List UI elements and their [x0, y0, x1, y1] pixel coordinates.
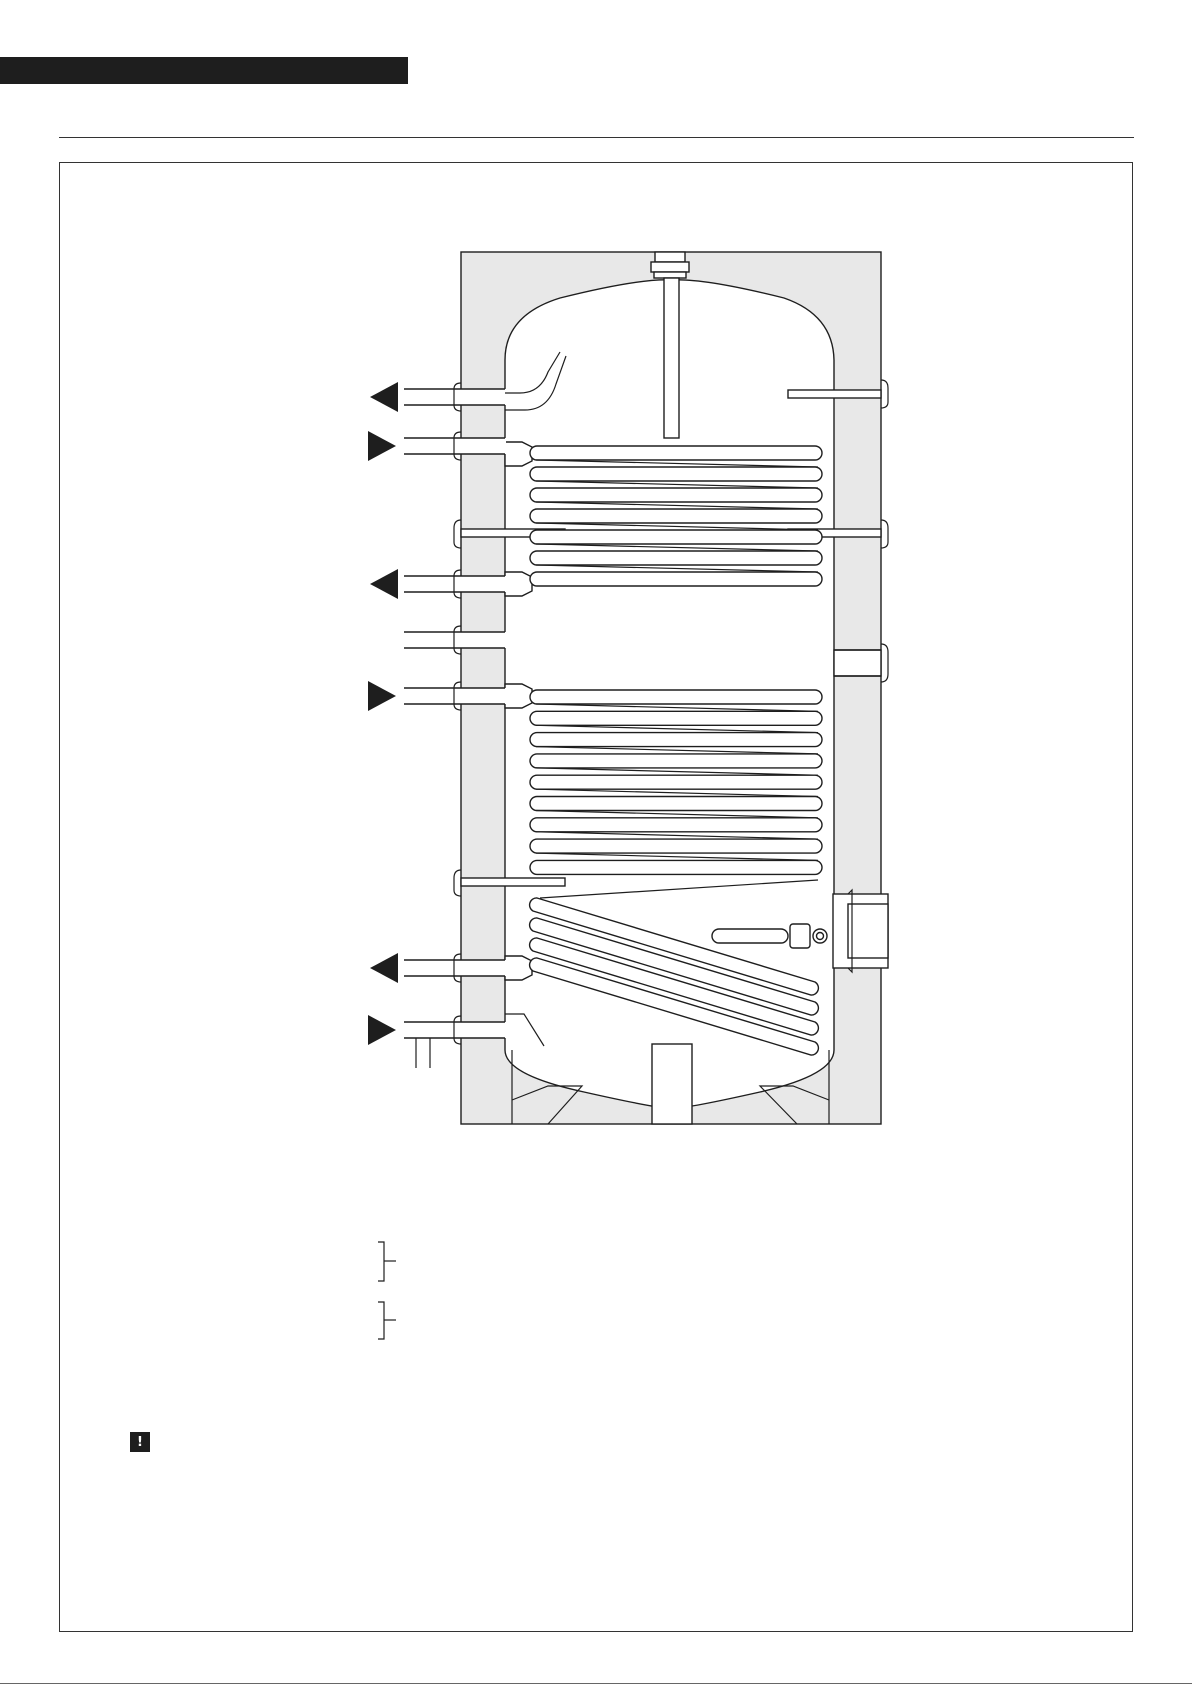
- arrow-hot-water-outlet-icon: [370, 382, 398, 412]
- arrow-upper-coil-return-icon: [370, 569, 398, 599]
- lower-heating-coil-turn: [530, 797, 822, 811]
- lower-heating-coil-turn: [530, 818, 822, 832]
- pipe-flange: [454, 626, 461, 654]
- insulation-pipe-gap: [460, 1022, 506, 1038]
- insulation-pipe-gap: [460, 389, 506, 405]
- lower-heating-coil-turn: [530, 733, 822, 747]
- bottom-drain-stub: [652, 1044, 692, 1124]
- upper-heating-coil-turn: [530, 446, 822, 460]
- arrow-cold-water-inlet-icon: [368, 1015, 396, 1045]
- lower-heating-coil-turn: [530, 775, 822, 789]
- pipe-flange: [454, 954, 461, 982]
- upper-heating-coil-turn: [530, 467, 822, 481]
- upper-heating-coil-turn: [530, 572, 822, 586]
- upper-heating-coil-turn: [530, 551, 822, 565]
- lower-heating-coil-turn: [530, 711, 822, 725]
- lower-heating-coil-turn: [530, 860, 822, 874]
- insulation-pipe-gap: [460, 576, 506, 592]
- warning-glyph: !: [137, 1434, 143, 1450]
- upper-heating-coil-turn: [530, 509, 822, 523]
- pipe-flange: [454, 432, 461, 460]
- warning-triangle-icon: [130, 1432, 150, 1452]
- pipe-flange: [454, 682, 461, 710]
- lower-heating-coil-turn: [530, 690, 822, 704]
- insulation-pipe-gap: [460, 960, 506, 976]
- pipe-flange: [454, 570, 461, 598]
- immersion-heater-flange: [833, 890, 888, 972]
- legend-bracket-2: [378, 1302, 396, 1339]
- insulation-pipe-gap: [460, 632, 506, 648]
- right-side-port: [834, 644, 888, 682]
- lower-heating-coil-turn: [530, 839, 822, 853]
- legend-bracket-1: [378, 1242, 396, 1281]
- pipe-flange: [454, 1016, 461, 1044]
- insulation-pipe-gap: [460, 688, 506, 704]
- lower-heating-coil-turn: [530, 754, 822, 768]
- arrow-lower-coil-return-icon: [370, 953, 398, 983]
- insulation-pipe-gap: [460, 438, 506, 454]
- arrow-lower-coil-flow-icon: [368, 681, 396, 711]
- arrow-upper-coil-flow-icon: [368, 431, 396, 461]
- upper-heating-coil-turn: [530, 488, 822, 502]
- footer-rule: [0, 1683, 1192, 1684]
- pipe-flange: [454, 383, 461, 411]
- upper-heating-coil-turn: [530, 530, 822, 544]
